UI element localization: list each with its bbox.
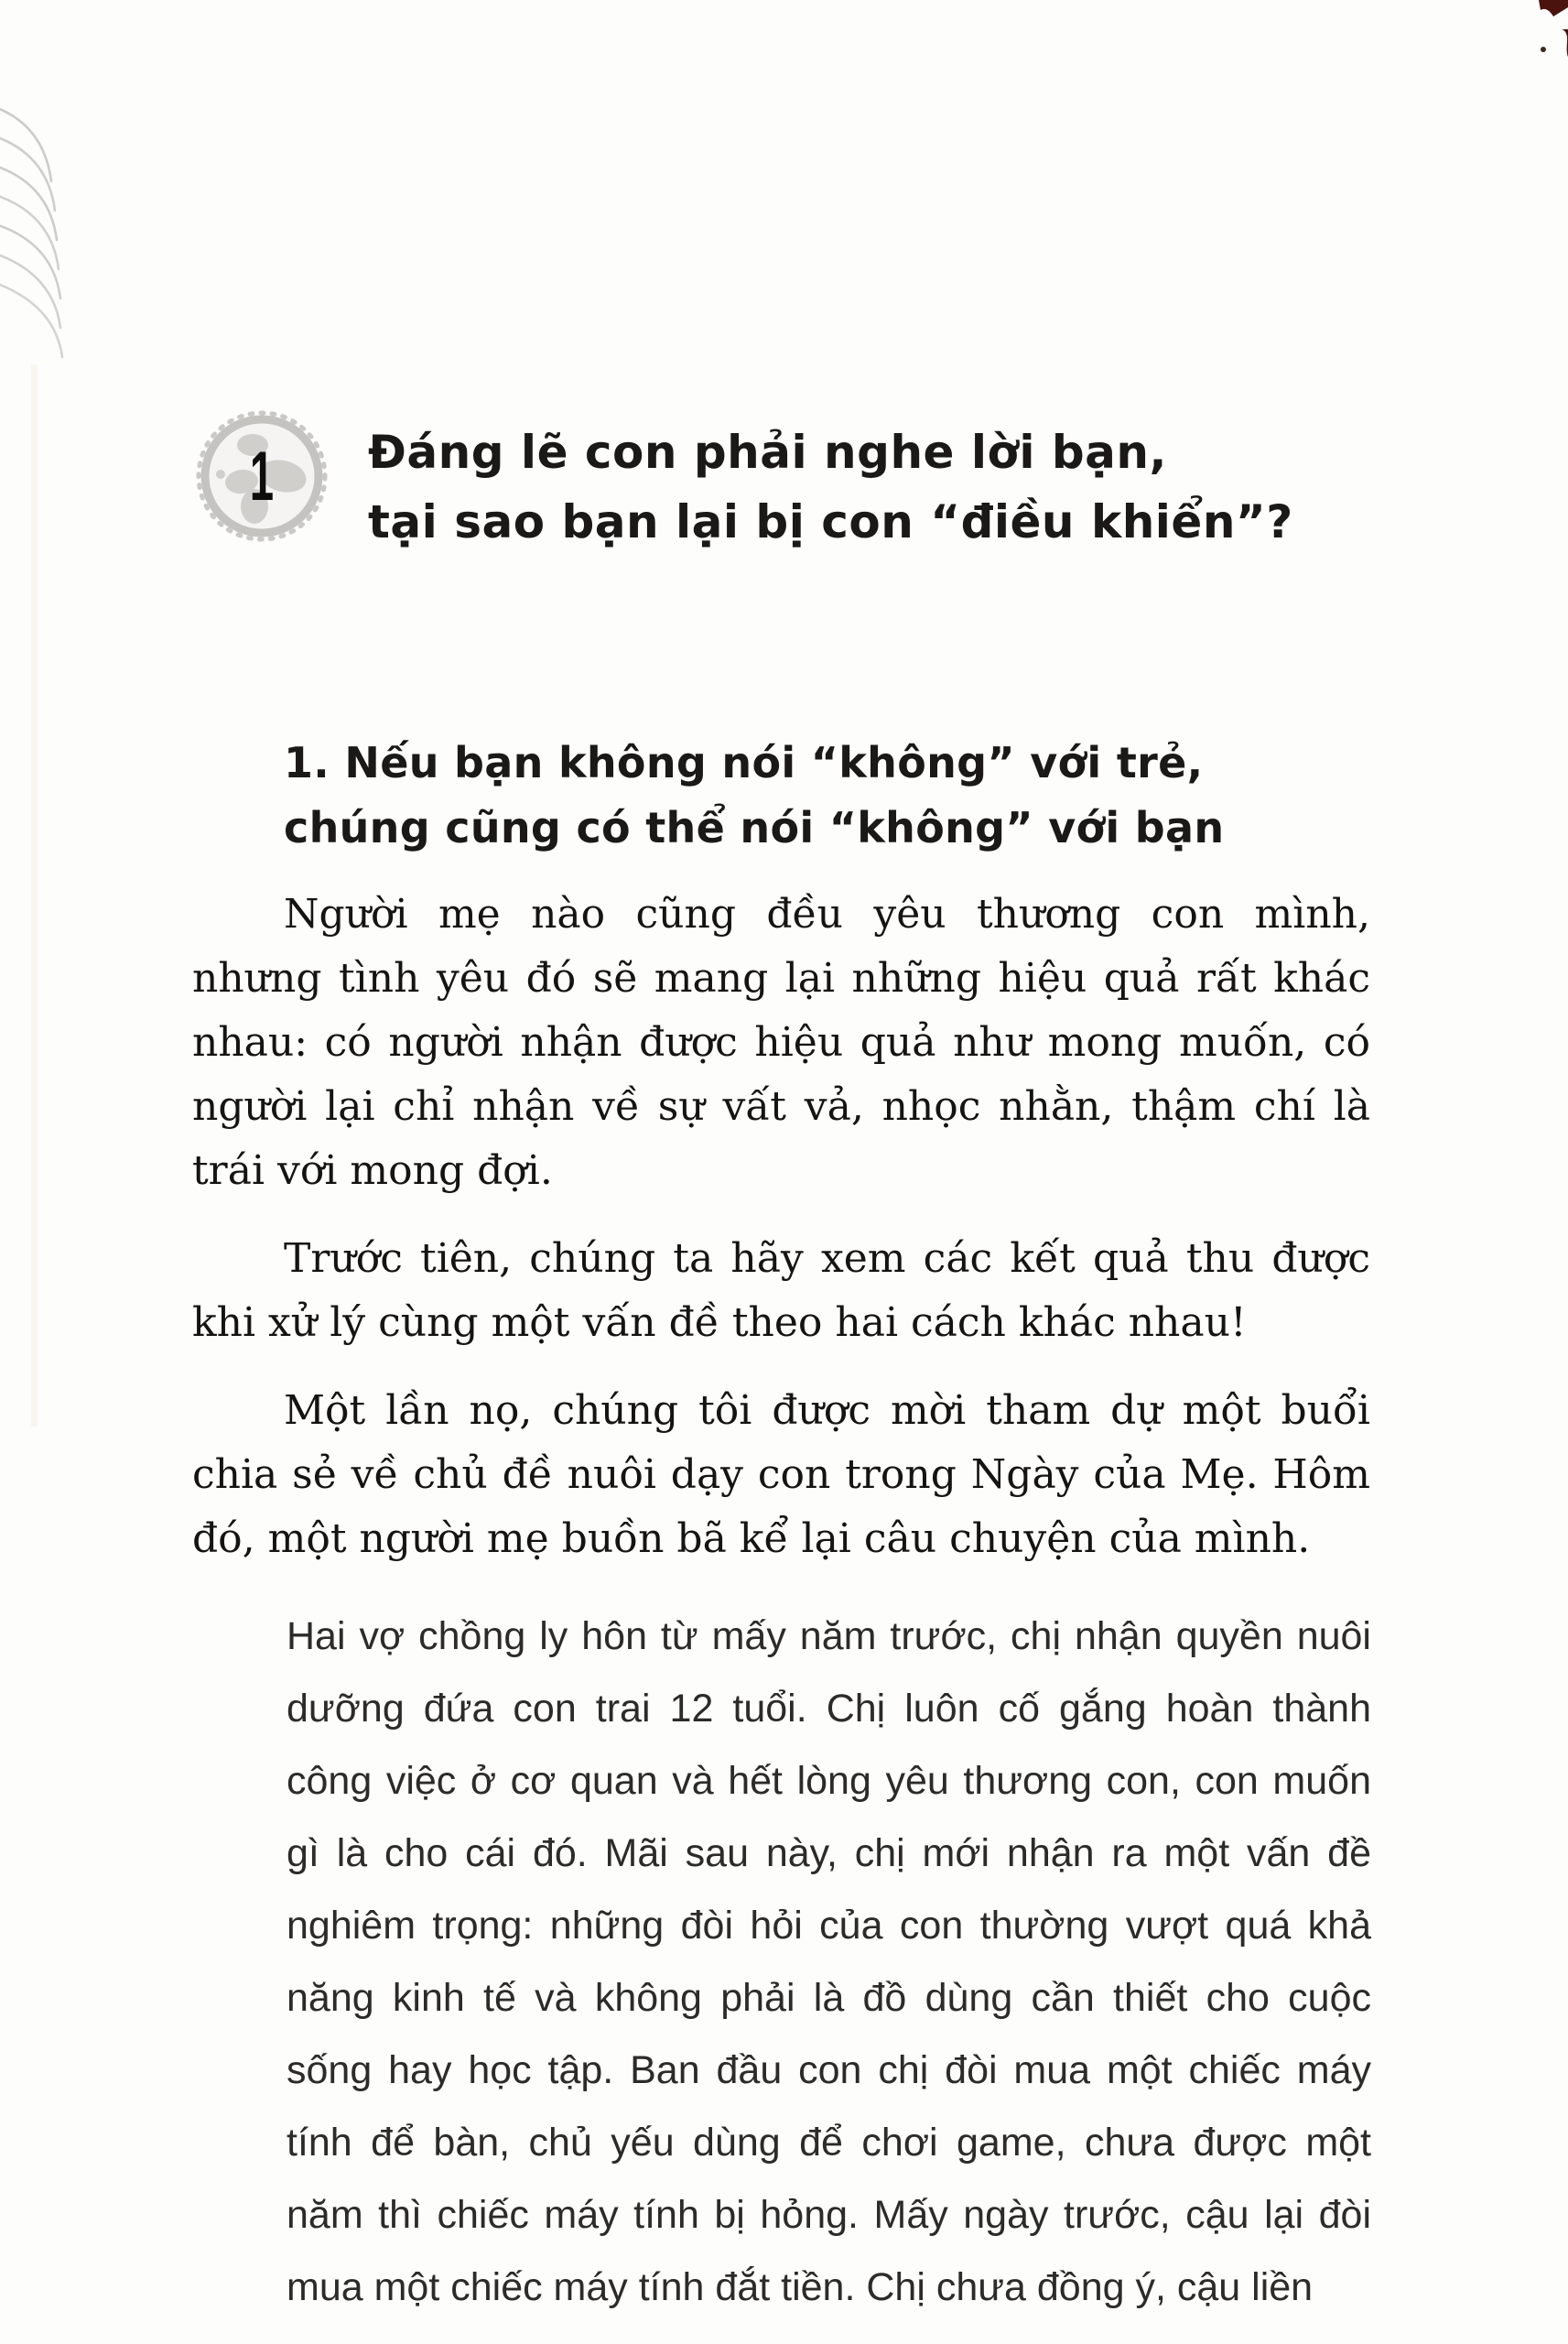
chapter-number: 1: [249, 437, 275, 515]
chapter-title: [368, 418, 1293, 557]
paragraph-2: Trước tiên, chúng ta hãy xem các kết quả thu được khi xử lý cùng một vấn đề theo hai cách khác nhau!: [192, 1235, 1370, 1346]
paragraph-1: Người mẹ nào cũng đều yêu thương con mình, nhưng tình yêu đó sẽ mang lại những hiệu quả rất khác nhau: có người nhận được hiệu quả như mong muốn, có người lại chỉ nhận về sự vất vả, nhọc nhằn, thậm chí là trái với mong đợi.: [192, 891, 1370, 1194]
corner-ink-mark-icon: [1504, 0, 1568, 73]
page-curl-lines-icon: [0, 103, 114, 377]
section-heading-line-1: 1. Nếu bạn không nói “không” với trẻ,: [284, 738, 1204, 787]
page-fold-line: [31, 364, 38, 1427]
chapter-number-badge: [194, 408, 330, 544]
chapter-header: [194, 408, 1293, 557]
paragraph-3: Một lần nọ, chúng tôi được mời tham dự một buổi chia sẻ về chủ đề nuôi dạy con trong Ngày của Mẹ. Hôm đó, một người mẹ buồn bã kể lại câu chuyện của mình.: [192, 1387, 1370, 1562]
story-excerpt: [287, 1601, 1371, 2324]
body-paragraphs: [192, 883, 1370, 1595]
chapter-title-line-2: tại sao bạn lại bị con “điều khiển”?: [368, 495, 1293, 548]
section-heading: [284, 731, 1224, 861]
section-heading-line-2: chúng cũng có thể nói “không” với bạn: [284, 803, 1225, 852]
story-paragraph: Hai vợ chồng ly hôn từ mấy năm trước, chị nhận quyền nuôi dưỡng đứa con trai 12 tuổi. Chị luôn cố gắng hoàn thành công việc ở cơ quan và hết lòng yêu thương con, con muốn gì là cho cái đó. Mãi sau này, chị mới nhận ra một vấn đề nghiêm trọng: những đòi hỏi của con thường vượt quá khả năng kinh tế và không phải là đồ dùng cần thiết cho cuộc sống hay học tập. Ban đầu con chị đòi mua một chiếc máy tính để bàn, chủ yếu dùng để chơi game, chưa được một năm thì chiếc máy tính bị hỏng. Mấy ngày trước, cậu lại đòi mua một chiếc máy tính đắt tiền. Chị chưa đồng ý, cậu liền: [287, 1614, 1371, 2309]
chapter-title-line-1: Đáng lẽ con phải nghe lời bạn,: [368, 426, 1168, 479]
